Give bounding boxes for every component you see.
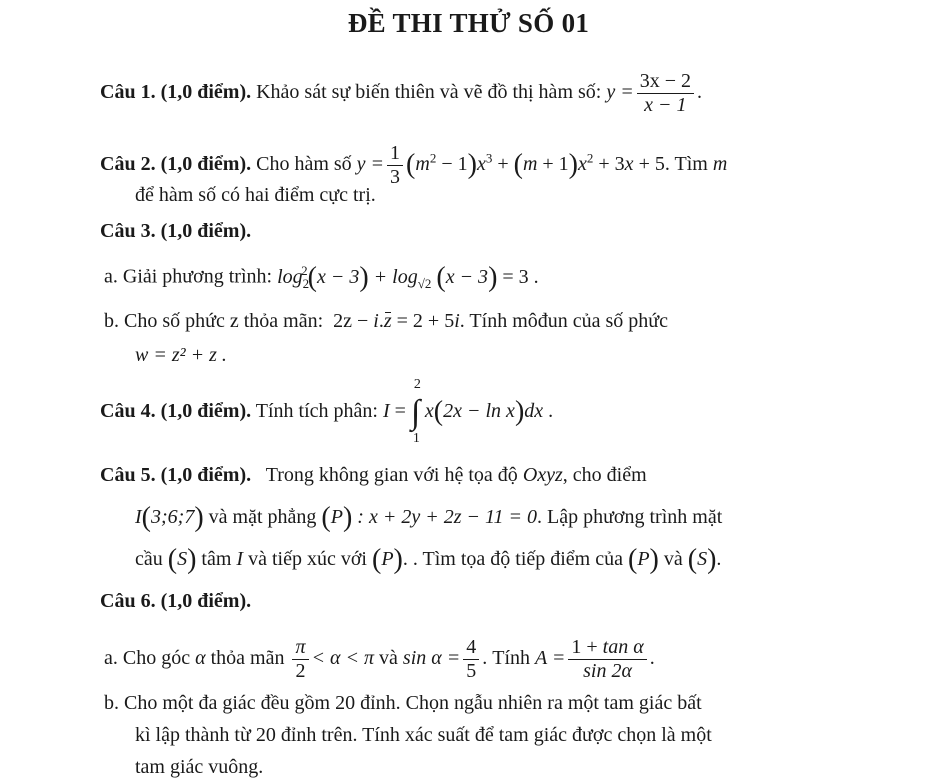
- plane-p: (P) : x + 2y + 2z − 11 = 0: [321, 502, 537, 533]
- question-3a-text: a. Giải phương trình:: [104, 265, 273, 288]
- question-5-label: Câu 5. (1,0 điểm).: [100, 464, 252, 486]
- question-2-text: Cho hàm số: [256, 153, 352, 176]
- question-5-text-1b: , cho điểm: [562, 464, 647, 486]
- question-6b-line-2: kì lập thành từ 20 đỉnh trên. Tính xác suất để tam giác được chọn là một: [135, 724, 712, 746]
- question-5-text-1: Trong không gian với hệ tọa độ: [265, 464, 518, 486]
- question-5-text-3d: . Tìm tọa độ tiếp điểm của: [412, 548, 623, 570]
- question-5-line-1: [100, 462, 856, 488]
- question-2-label: Câu 2. (1,0 điểm).: [100, 153, 252, 176]
- question-1: [100, 70, 702, 117]
- question-1-fraction: [637, 70, 694, 117]
- question-3b-equation: 2z − i.z = 2 + 5i: [328, 310, 460, 332]
- exam-title: ĐỀ THI THỬ SỐ 01: [347, 8, 590, 38]
- point-i: I(3;6;7): [135, 502, 204, 533]
- question-5-text-3a: cầu: [135, 548, 163, 570]
- question-5-text-3e: và: [663, 548, 683, 570]
- question-5-text-3c: và tiếp xúc với: [248, 548, 367, 570]
- fraction-numerator: 3x − 2: [637, 70, 694, 94]
- question-3b-text: b. Cho số phức z thỏa mãn:: [104, 310, 324, 332]
- question-6b-line-1: b. Cho một đa giác đều gồm 20 đỉnh. Chọn ngẫu nhiên ra một tam giác bất: [104, 692, 702, 714]
- question-1-end: .: [697, 81, 702, 104]
- question-1-text: Khảo sát sự biến thiên và vẽ đồ thị hàm số:: [256, 81, 602, 104]
- question-1-label: Câu 1. (1,0 điểm).: [100, 81, 252, 104]
- question-5-text-2a: và mặt phẳng: [208, 506, 317, 528]
- question-5-text-3b: tâm: [201, 548, 232, 570]
- question-2-fraction: [387, 142, 403, 189]
- fraction-numerator: 1: [387, 142, 403, 166]
- question-6a-text-2: thỏa mãn: [210, 647, 285, 670]
- question-3b-tail: . Tính môđun của số phức: [459, 310, 669, 332]
- question-3b-line-2: w = z² + z .: [135, 344, 227, 366]
- question-4-text: Tính tích phân:: [255, 400, 378, 422]
- question-2-end: . Tìm: [664, 153, 708, 176]
- question-4: Câu 4. (1,0 điểm). Tính tích phân: I = 2 ∫ 1 x(2x − ln x)dx .: [100, 398, 553, 430]
- question-6a: a. Cho góc α thỏa mãn $\frac{\pi}{2}$ < α < π và sin α = $\frac{4}{5}$ . Tính A = $\frac{\text{1 + tan α}}{\sin 2\alpha}$ .: [104, 636, 655, 682]
- question-5-line-2: [135, 504, 722, 531]
- question-6-label: Câu 6. (1,0 điểm).: [100, 590, 252, 612]
- integral-sign: 2 ∫ 1: [411, 398, 425, 430]
- question-6a-text-1: a. Cho góc: [104, 647, 191, 670]
- question-2-lhs: y =: [356, 153, 385, 176]
- pi-over-2-fraction: $\frac{\pi}{2}$: [292, 636, 308, 683]
- four-fifths-fraction: $\frac{4}{5}$: [463, 636, 479, 683]
- fraction-denominator: 3: [390, 166, 401, 188]
- question-3-label: Câu 3. (1,0 điểm).: [100, 220, 252, 242]
- question-2-polynomial: $(m^2 - 1)x^3 + (m + 1)x^2 + 3x + 5$: [406, 149, 665, 181]
- question-5-text-2b: . Lập phương trình mặt: [536, 506, 723, 528]
- question-4-label: Câu 4. (1,0 điểm).: [100, 400, 252, 422]
- tan-over-sin-fraction: $\frac{\text{1 + tan α}}{\sin 2\alpha}$: [568, 636, 646, 683]
- question-3b: [104, 308, 668, 334]
- question-3a: [104, 258, 539, 297]
- fraction-denominator: x − 1: [644, 94, 687, 116]
- question-6a-text-3: và: [379, 647, 398, 670]
- question-5-system: Oxyz: [522, 464, 563, 486]
- question-1-lhs: y =: [606, 81, 634, 104]
- question-3a-equation: $\log_2^2(x - 3) + \log_{√2} (x - 3) = 3$ .: [277, 261, 539, 293]
- question-6b-line-3: tam giác vuông.: [135, 756, 264, 778]
- question-2-line-2: để hàm số có hai điểm cực trị.: [135, 184, 376, 206]
- question-2-var: m: [712, 153, 728, 176]
- question-4-integrand: x(2x − ln x)dx: [424, 396, 544, 427]
- integral-lower-limit: 1: [412, 431, 420, 446]
- question-6a-text-4: . Tính: [482, 647, 531, 670]
- integral-upper-limit: 2: [413, 377, 421, 392]
- question-5-line-3: cầu (S) tâm I và tiếp xúc với (P). . Tìm tọa độ tiếp điểm của (P) và (S).: [135, 544, 722, 575]
